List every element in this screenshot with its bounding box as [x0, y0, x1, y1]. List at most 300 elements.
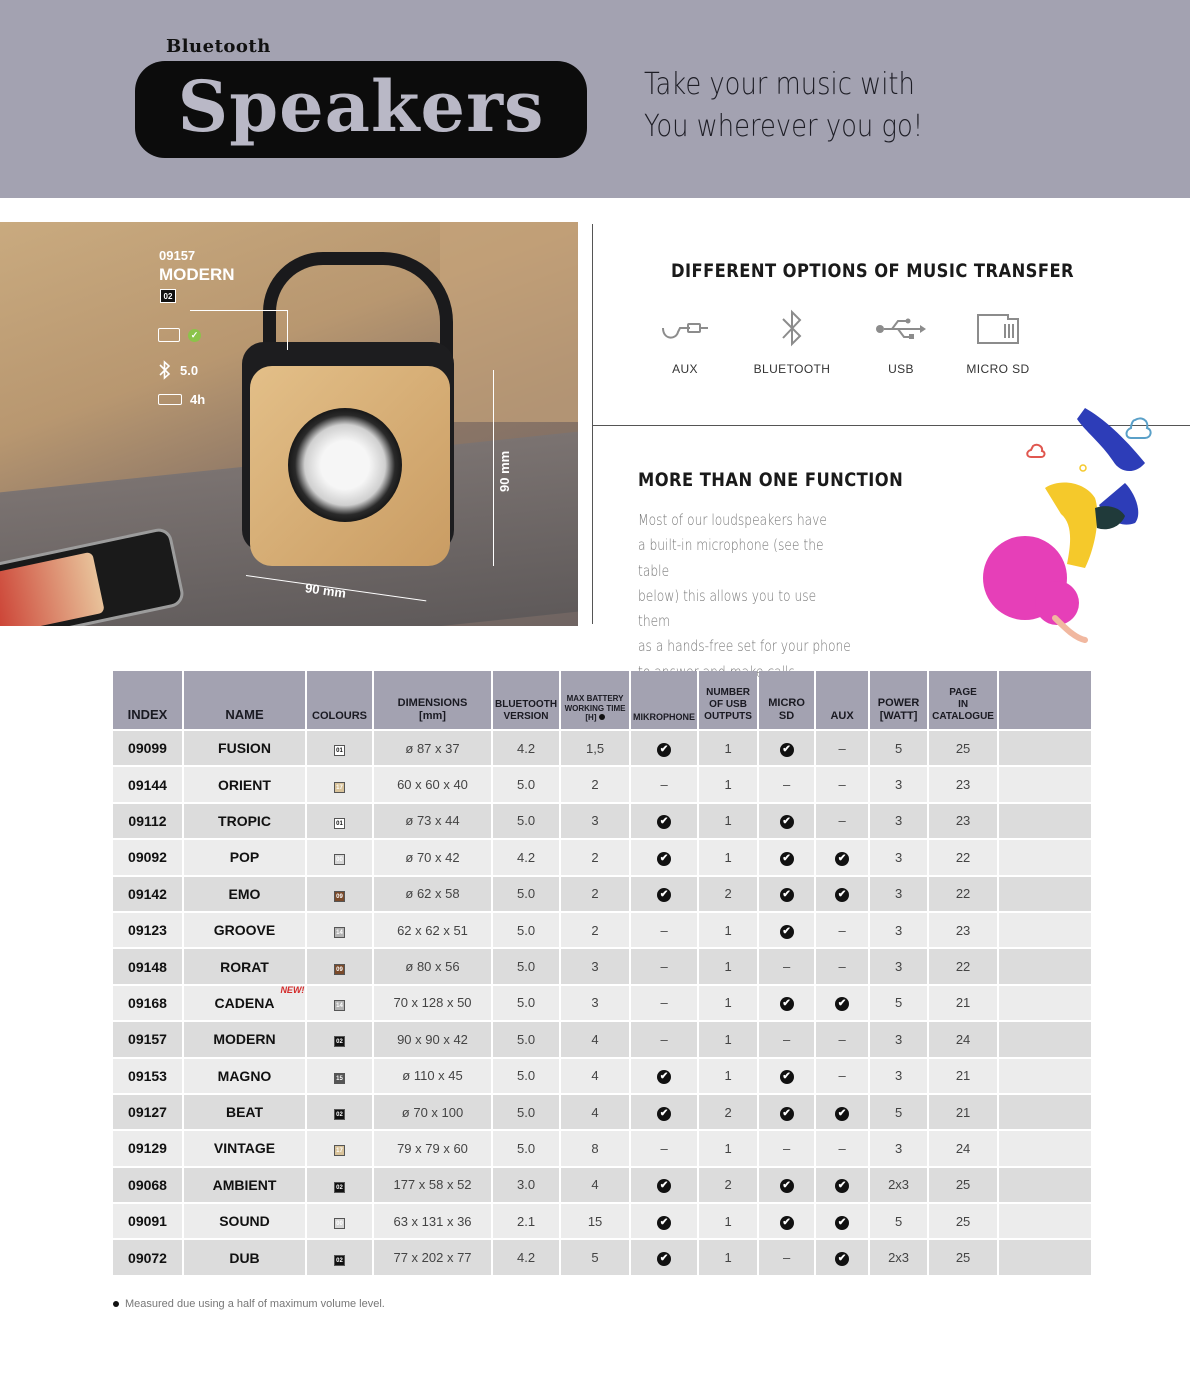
table-row — [113, 877, 1091, 911]
cell-power: 5 — [870, 1095, 927, 1129]
cell-colour — [307, 767, 372, 801]
cell-micro-sd: – — [759, 1131, 814, 1165]
col-micro-sd — [759, 671, 814, 729]
cell-page: 24 — [929, 1022, 997, 1056]
option-micro-sd — [943, 306, 1053, 376]
table-body — [113, 731, 1091, 1275]
bluetooth-version: 5.0 — [180, 362, 199, 378]
function-line: as a hands-free set for your phone — [638, 637, 851, 656]
check-icon: ✔ — [657, 888, 671, 902]
tagline — [644, 64, 923, 148]
cell-page: 21 — [929, 1059, 997, 1093]
table-row — [113, 767, 1091, 801]
option-label: BLUETOOTH — [753, 362, 831, 376]
cell-battery: 4 — [561, 1022, 629, 1056]
cell-dimensions: 177 x 58 x 52 — [374, 1168, 491, 1202]
background-box — [440, 222, 578, 422]
cell-micro-sd — [759, 1059, 814, 1093]
cell-micro-sd — [759, 913, 814, 947]
new-badge: NEW! — [280, 984, 305, 995]
cell-bluetooth: 5.0 — [493, 767, 559, 801]
cell-power: 2x3 — [870, 1168, 927, 1202]
cell-bluetooth: 5.0 — [493, 1095, 559, 1129]
cell-dimensions: 77 x 202 x 77 — [374, 1240, 491, 1274]
cell-index: 09148 — [113, 949, 182, 983]
cell-power: 3 — [870, 877, 927, 911]
header-text: [WATT] — [879, 709, 918, 722]
cell-blank — [999, 986, 1091, 1020]
header-text: MIKROPHONE — [633, 712, 696, 723]
cell-name — [184, 877, 305, 911]
option-label: USB — [888, 362, 914, 376]
cell-dimensions: ø 110 x 45 — [374, 1059, 491, 1093]
cell-index: 09072 — [113, 1240, 182, 1274]
cell-colour — [307, 840, 372, 874]
header-text: MAX BATTERY — [566, 694, 624, 704]
product-name — [218, 1068, 272, 1084]
cell-index: 09157 — [113, 1022, 182, 1056]
check-icon: ✔ — [835, 1107, 849, 1121]
header-text: OUTPUTS — [704, 711, 752, 722]
col-bluetooth — [493, 671, 559, 729]
cell-power: 3 — [870, 913, 927, 947]
table-row — [113, 1095, 1091, 1129]
cell-mic — [631, 877, 697, 911]
check-icon: ✔ — [780, 888, 794, 902]
cell-page: 25 — [929, 1240, 997, 1274]
product-name — [213, 1031, 275, 1047]
cell-colour — [307, 949, 372, 983]
product-name-text: GROOVE — [213, 922, 276, 939]
cell-battery: 3 — [561, 804, 629, 838]
cell-micro-sd — [759, 1168, 814, 1202]
colour-chip: 00 — [334, 1218, 345, 1229]
dancer-illustration — [975, 398, 1175, 658]
cell-battery: 15 — [561, 1204, 629, 1238]
cell-index: 09144 — [113, 767, 182, 801]
check-icon: ✓ — [188, 329, 201, 342]
table-row — [113, 1022, 1091, 1056]
table-row — [113, 949, 1091, 983]
brand-pill — [135, 61, 587, 158]
cell-index: 09068 — [113, 1168, 182, 1202]
product-name-text: DUB — [229, 1249, 260, 1266]
check-icon: ✔ — [780, 925, 794, 939]
cell-blank — [999, 840, 1091, 874]
cell-blank — [999, 1168, 1091, 1202]
product-name — [214, 984, 305, 1011]
check-icon: ✔ — [657, 743, 671, 757]
col-page — [929, 671, 997, 729]
cell-blank — [999, 1240, 1091, 1274]
col-mic — [631, 671, 697, 729]
product-name — [220, 959, 269, 975]
cell-page: 23 — [929, 804, 997, 838]
cell-aux: – — [816, 1131, 868, 1165]
cell-colour — [307, 1059, 372, 1093]
function-line: Most of our loudspeakers have — [638, 511, 828, 529]
cell-power: 3 — [870, 1059, 927, 1093]
col-index: INDEX — [113, 671, 182, 729]
cell-name — [184, 1131, 305, 1165]
cell-power: 5 — [870, 731, 927, 765]
colour-chip: 17 — [334, 782, 345, 793]
cell-colour — [307, 1022, 372, 1056]
cell-usb: 2 — [699, 1095, 757, 1129]
cell-bluetooth: 5.0 — [493, 913, 559, 947]
cell-blank — [999, 913, 1091, 947]
product-name-text: TROPIC — [218, 812, 271, 829]
cell-mic: – — [631, 913, 697, 947]
product-name — [229, 1250, 259, 1266]
cell-bluetooth: 5.0 — [493, 877, 559, 911]
option-usb — [846, 306, 956, 376]
header-text: [mm] — [419, 709, 446, 722]
product-name — [218, 777, 271, 793]
option-label: AUX — [672, 362, 698, 376]
check-icon: ✔ — [780, 743, 794, 757]
cell-micro-sd — [759, 986, 814, 1020]
cell-aux — [816, 840, 868, 874]
cell-micro-sd: – — [759, 1240, 814, 1274]
cell-blank — [999, 804, 1091, 838]
sd-card-icon — [158, 328, 180, 342]
cell-dimensions: ø 80 x 56 — [374, 949, 491, 983]
cell-bluetooth: 5.0 — [493, 804, 559, 838]
cell-page: 25 — [929, 731, 997, 765]
transfer-title: DIFFERENT OPTIONS OF MUSIC TRANSFER — [671, 260, 1075, 282]
check-icon: ✔ — [657, 1107, 671, 1121]
cell-aux: – — [816, 767, 868, 801]
cell-name — [184, 1168, 305, 1202]
cell-power: 2x3 — [870, 1240, 927, 1274]
cell-usb: 1 — [699, 767, 757, 801]
cell-micro-sd — [759, 1095, 814, 1129]
check-icon: ✔ — [835, 997, 849, 1011]
cell-colour — [307, 986, 372, 1020]
colour-chip: 01 — [334, 818, 345, 829]
table-row — [113, 1131, 1091, 1165]
table-row — [113, 1059, 1091, 1093]
cell-mic — [631, 1168, 697, 1202]
cell-aux: – — [816, 1022, 868, 1056]
aux-cable-icon — [660, 314, 710, 344]
cell-blank — [999, 1059, 1091, 1093]
battery-life: 4h — [190, 392, 206, 407]
product-name — [230, 849, 260, 865]
cell-name — [184, 913, 305, 947]
cell-page: 22 — [929, 949, 997, 983]
height-label: 90 mm — [497, 450, 512, 492]
cell-mic — [631, 1095, 697, 1129]
col-aux: AUX — [816, 671, 868, 729]
col-dimensions — [374, 671, 491, 729]
cell-usb: 1 — [699, 949, 757, 983]
header-text: DIMENSIONS — [397, 696, 468, 709]
cell-battery: 3 — [561, 986, 629, 1020]
cell-battery: 4 — [561, 1168, 629, 1202]
cell-usb: 1 — [699, 1204, 757, 1238]
micro-sd-icon — [975, 311, 1021, 347]
product-name-text: VINTAGE — [213, 1140, 276, 1157]
cell-index: 09127 — [113, 1095, 182, 1129]
cell-power: 3 — [870, 804, 927, 838]
cell-page: 25 — [929, 1168, 997, 1202]
cell-usb: 1 — [699, 1059, 757, 1093]
product-name — [214, 922, 275, 938]
cell-page: 22 — [929, 840, 997, 874]
cell-aux — [816, 986, 868, 1020]
header-text: PAGE — [949, 687, 977, 698]
colour-chip: 14 — [334, 1000, 345, 1011]
colour-chip: 02 — [160, 289, 176, 303]
cell-colour — [307, 877, 372, 911]
cell-aux: – — [816, 1059, 868, 1093]
cell-mic: – — [631, 986, 697, 1020]
cell-blank — [999, 877, 1091, 911]
check-icon: ✔ — [657, 815, 671, 829]
cell-blank — [999, 1022, 1091, 1056]
table-row — [113, 986, 1091, 1020]
product-name-text: CADENA — [214, 994, 275, 1011]
cell-dimensions: 63 x 131 x 36 — [374, 1204, 491, 1238]
product-name-text: SOUND — [219, 1213, 270, 1230]
cell-battery: 2 — [561, 840, 629, 874]
cell-micro-sd: – — [759, 949, 814, 983]
cell-power: 3 — [870, 1131, 927, 1165]
cell-micro-sd — [759, 1204, 814, 1238]
product-name-text: MAGNO — [217, 1067, 272, 1084]
product-name-text: FUSION — [218, 740, 271, 757]
cell-page: 21 — [929, 1095, 997, 1129]
product-name-text: AMBIENT — [212, 1176, 277, 1193]
option-label: MICRO SD — [966, 362, 1030, 376]
cell-usb: 1 — [699, 986, 757, 1020]
height-dimension-line — [493, 370, 494, 566]
table-header-row — [113, 671, 1091, 729]
cell-index: 09129 — [113, 1131, 182, 1165]
header-text: BLUETOOTH — [495, 699, 558, 710]
table-row — [113, 1204, 1091, 1238]
cell-micro-sd: – — [759, 1022, 814, 1056]
cell-page: 24 — [929, 1131, 997, 1165]
cell-index: 09099 — [113, 731, 182, 765]
table-row — [113, 1240, 1091, 1274]
header-text: IN — [958, 699, 969, 710]
cell-mic: – — [631, 767, 697, 801]
cell-index: 09092 — [113, 840, 182, 874]
colour-chip: 09 — [334, 891, 345, 902]
cell-mic: – — [631, 1131, 697, 1165]
product-name — [219, 1213, 270, 1229]
table-row — [113, 913, 1091, 947]
brand-title: Speakers — [177, 64, 545, 148]
cell-colour — [307, 913, 372, 947]
col-battery — [561, 671, 629, 729]
cell-aux — [816, 877, 868, 911]
cell-dimensions: ø 70 x 100 — [374, 1095, 491, 1129]
check-icon: ✔ — [835, 852, 849, 866]
footnote-dot-icon — [113, 1301, 119, 1307]
cell-bluetooth: 4.2 — [493, 840, 559, 874]
cell-aux — [816, 1204, 868, 1238]
cell-name — [184, 986, 305, 1020]
bluetooth-icon — [780, 308, 804, 350]
cell-colour — [307, 1131, 372, 1165]
cell-aux: – — [816, 804, 868, 838]
cell-usb: 2 — [699, 1168, 757, 1202]
cell-micro-sd — [759, 877, 814, 911]
table-row — [113, 840, 1091, 874]
cell-index: 09091 — [113, 1204, 182, 1238]
footnote — [113, 1298, 385, 1310]
feature-bluetooth — [158, 360, 198, 380]
product-name — [229, 886, 261, 902]
footnote-dot-icon — [599, 714, 605, 720]
function-line: below) this allows you to use them — [638, 586, 817, 631]
cell-name — [184, 1204, 305, 1238]
cell-index: 09142 — [113, 877, 182, 911]
cell-page: 23 — [929, 913, 997, 947]
cell-blank — [999, 731, 1091, 765]
check-icon: ✔ — [835, 1252, 849, 1266]
feature-battery — [158, 392, 205, 407]
cell-aux: – — [816, 731, 868, 765]
cell-dimensions: ø 70 x 42 — [374, 840, 491, 874]
cell-usb: 1 — [699, 840, 757, 874]
cell-name — [184, 1240, 305, 1274]
cell-usb: 1 — [699, 804, 757, 838]
cell-bluetooth: 5.0 — [493, 986, 559, 1020]
product-photo — [0, 222, 578, 626]
product-name-text: MODERN — [213, 1031, 276, 1048]
cell-aux — [816, 1095, 868, 1129]
cell-usb: 1 — [699, 731, 757, 765]
product-name — [218, 740, 271, 756]
cell-colour — [307, 1095, 372, 1129]
tagline-line-2: You wherever you go! — [644, 109, 924, 144]
function-title: MORE THAN ONE FUNCTION — [638, 469, 904, 491]
width-label: 90 mm — [304, 580, 348, 601]
cell-aux — [816, 1240, 868, 1274]
cell-usb: 1 — [699, 1022, 757, 1056]
cell-blank — [999, 1095, 1091, 1129]
cell-blank — [999, 1204, 1091, 1238]
check-icon: ✔ — [780, 1107, 794, 1121]
cell-battery: 1,5 — [561, 731, 629, 765]
cell-power: 3 — [870, 840, 927, 874]
table-row — [113, 1168, 1091, 1202]
cell-battery: 4 — [561, 1095, 629, 1129]
cell-page: 25 — [929, 1204, 997, 1238]
cell-colour — [307, 1240, 372, 1274]
cell-mic — [631, 840, 697, 874]
cell-bluetooth: 4.2 — [493, 731, 559, 765]
footnote-text: Measured due using a half of maximum volume level. — [125, 1298, 385, 1310]
spec-table — [111, 669, 1093, 1277]
cell-bluetooth: 4.2 — [493, 1240, 559, 1274]
header-text: CATALOGUE — [932, 711, 994, 722]
col-usb — [699, 671, 757, 729]
check-icon: ✔ — [835, 888, 849, 902]
cell-blank — [999, 767, 1091, 801]
cell-power: 3 — [870, 949, 927, 983]
tagline-line-1: Take your music with — [644, 67, 915, 102]
colour-chip: 01 — [334, 745, 345, 756]
col-name: NAME — [184, 671, 305, 729]
check-icon: ✔ — [780, 1216, 794, 1230]
cell-index: 09123 — [113, 913, 182, 947]
check-icon: ✔ — [835, 1216, 849, 1230]
cell-mic — [631, 1240, 697, 1274]
header-text: VERSION — [503, 711, 549, 722]
check-icon: ✔ — [780, 852, 794, 866]
check-icon: ✔ — [780, 997, 794, 1011]
cell-name — [184, 767, 305, 801]
col-blank — [999, 671, 1091, 729]
cell-aux — [816, 1168, 868, 1202]
cell-usb: 1 — [699, 1240, 757, 1274]
table-row — [113, 731, 1091, 765]
product-name — [214, 1140, 275, 1156]
colour-chip: 14 — [334, 927, 345, 938]
cell-aux: – — [816, 949, 868, 983]
cell-power: 5 — [870, 986, 927, 1020]
cell-aux: – — [816, 913, 868, 947]
cell-name — [184, 949, 305, 983]
cell-colour — [307, 1204, 372, 1238]
cell-mic: – — [631, 949, 697, 983]
cell-dimensions: 79 x 79 x 60 — [374, 1131, 491, 1165]
colour-chip: 02 — [334, 1109, 345, 1120]
header-text — [563, 713, 627, 723]
colour-chip: 02 — [334, 1036, 345, 1047]
cell-bluetooth: 2.1 — [493, 1204, 559, 1238]
cell-dimensions: 62 x 62 x 51 — [374, 913, 491, 947]
usb-icon — [874, 314, 928, 344]
vertical-divider — [592, 224, 593, 624]
cell-dimensions: 90 x 90 x 42 — [374, 1022, 491, 1056]
colour-chip: 09 — [334, 964, 345, 975]
cell-battery: 2 — [561, 877, 629, 911]
cell-usb: 1 — [699, 1131, 757, 1165]
battery-icon — [158, 394, 182, 405]
product-code: 09157 — [159, 248, 196, 263]
cell-mic — [631, 1204, 697, 1238]
cell-battery: 2 — [561, 767, 629, 801]
cell-name — [184, 1022, 305, 1056]
check-icon: ✔ — [657, 852, 671, 866]
cell-battery: 5 — [561, 1240, 629, 1274]
cell-page: 23 — [929, 767, 997, 801]
cell-name — [184, 840, 305, 874]
header-unit: [H] — [585, 713, 597, 723]
cell-battery: 4 — [561, 1059, 629, 1093]
product-name — [213, 1177, 277, 1193]
cell-page: 22 — [929, 877, 997, 911]
col-colours: COLOURS — [307, 671, 372, 729]
cell-page: 21 — [929, 986, 997, 1020]
cell-blank — [999, 949, 1091, 983]
colour-chip: 02 — [334, 1255, 345, 1266]
table-row — [113, 804, 1091, 838]
cell-battery: 2 — [561, 913, 629, 947]
cell-micro-sd — [759, 731, 814, 765]
cell-power: 3 — [870, 1022, 927, 1056]
check-icon: ✔ — [657, 1070, 671, 1084]
cell-micro-sd — [759, 840, 814, 874]
colour-chip: 17 — [334, 1145, 345, 1156]
